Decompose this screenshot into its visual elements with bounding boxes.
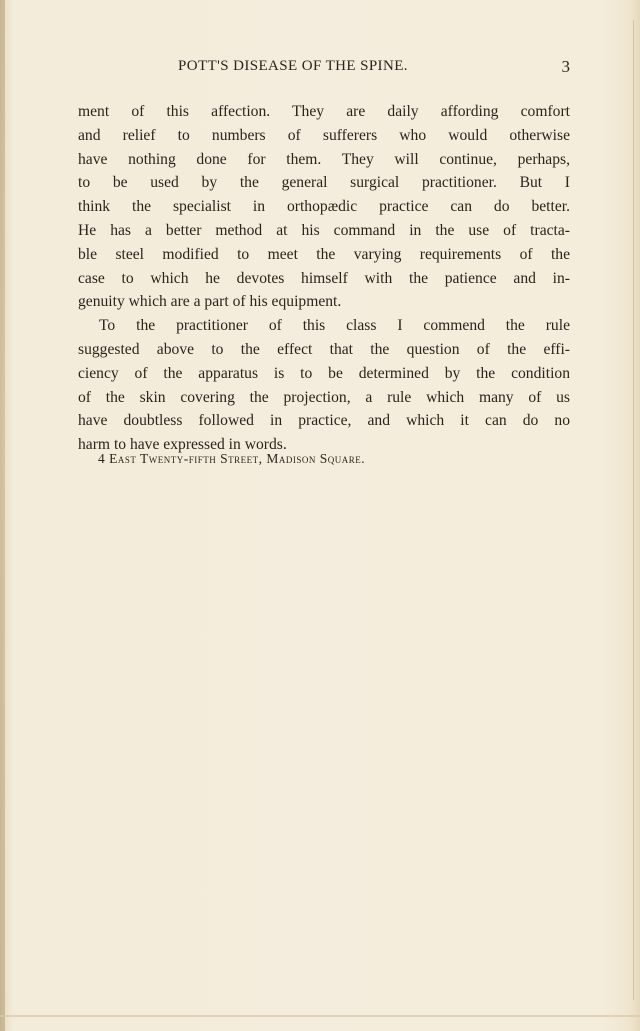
running-title: POTT'S DISEASE OF THE SPINE. [178, 58, 408, 74]
author-address [98, 451, 365, 467]
text-line: genuity which are a part of his equipment. [78, 293, 342, 311]
text-line: case to which he devotes himself with the patience and in- [78, 269, 570, 287]
address-text: 4 East Twenty-fifth Street, Madison Square. [98, 451, 366, 466]
page-right-edge [633, 20, 634, 1000]
text-line: harm to have expressed in words. [78, 436, 287, 454]
text-line: He has a better method at his command in the use of tracta- [78, 221, 570, 239]
text-line: think the specialist in orthopædic practice can do better. [78, 198, 570, 216]
text-line: To the practitioner of this class I commend the rule [99, 317, 570, 335]
text-line: ble steel modified to meet the varying requirements of the [78, 245, 570, 263]
text-line: of the skin covering the projection, a rule which many of us [78, 388, 570, 406]
text-line: ment of this affection. They are daily affording comfort [78, 103, 570, 120]
body-text [78, 100, 570, 457]
text-line: to be used by the general surgical practitioner. But I [78, 174, 570, 192]
text-line: have nothing done for them. They will continue, perhaps, [78, 150, 570, 168]
text-line: have doubtless followed in practice, and which it can do no [78, 412, 570, 430]
running-head [78, 58, 570, 80]
text-line: and relief to numbers of sufferers who would otherwise [78, 126, 570, 144]
page-bottom-edge [0, 1015, 640, 1017]
page-binding-edge [0, 0, 5, 1031]
text-line: suggested above to the effect that the question of the effi- [78, 340, 570, 358]
text-line: ciency of the apparatus is to be determined by the condition [78, 364, 570, 382]
page-number: 3 [561, 57, 570, 76]
